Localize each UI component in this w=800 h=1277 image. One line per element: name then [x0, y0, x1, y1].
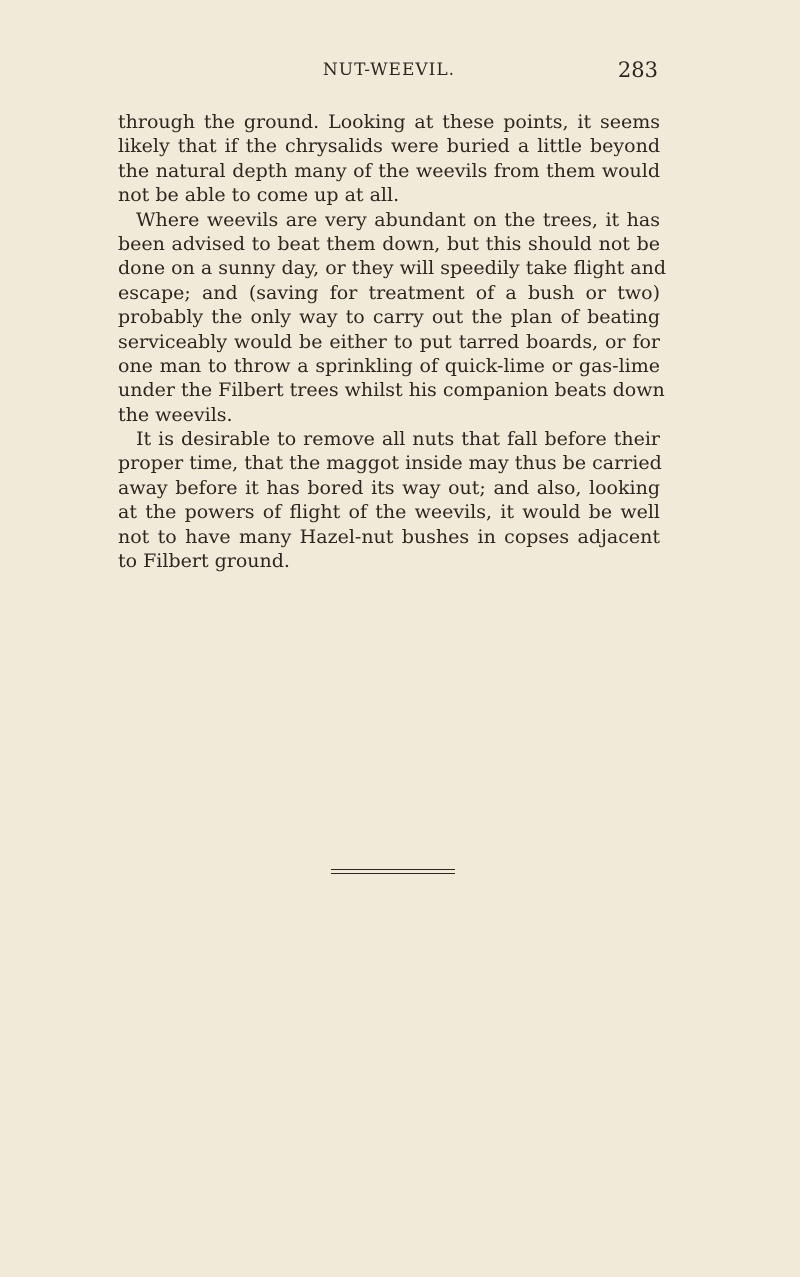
page-number: 283 — [617, 58, 658, 82]
body-text — [118, 110, 667, 573]
text-line: done on a sunny day, or they will speedily take flight and — [118, 257, 667, 280]
text-line: not to have many Hazel-nut bushes in copses adjacent — [118, 525, 660, 548]
text-line: been advised to beat them down, but this should not be — [118, 232, 660, 255]
text-line: away before it has bored its way out; and also, looking — [118, 476, 660, 499]
text-line: serviceably would be either to put tarred boards, or for — [118, 330, 660, 353]
text-line: one man to throw a sprinkling of quick-lime or gas-lime — [118, 354, 660, 377]
section-end-rule — [331, 869, 455, 874]
text-line: at the powers of flight of the weevils, it would be well — [118, 501, 660, 524]
text-line: the natural depth many of the weevils from them would — [118, 159, 660, 182]
text-line: probably the only way to carry out the plan of beating — [118, 306, 660, 329]
text-line: proper time, that the maggot inside may thus be carried — [118, 452, 662, 475]
running-head — [120, 56, 658, 84]
text-line: to Filbert ground. — [118, 550, 290, 573]
text-line: escape; and (saving for treatment of a bush or two) — [118, 281, 660, 304]
text-line: Where weevils are very abundant on the trees, it has — [136, 208, 660, 231]
text-line: under the Filbert trees whilst his companion beats down — [118, 379, 665, 402]
text-line: likely that if the chrysalids were buried a little beyond — [118, 135, 660, 158]
text-line: through the ground. Looking at these points, it seems — [118, 111, 660, 133]
running-title: NUT-WEEVIL. — [322, 60, 456, 80]
text-line: not be able to come up at all. — [118, 184, 400, 207]
text-line: the weevils. — [118, 403, 233, 426]
text-line: It is desirable to remove all nuts that fall before their — [136, 428, 660, 451]
